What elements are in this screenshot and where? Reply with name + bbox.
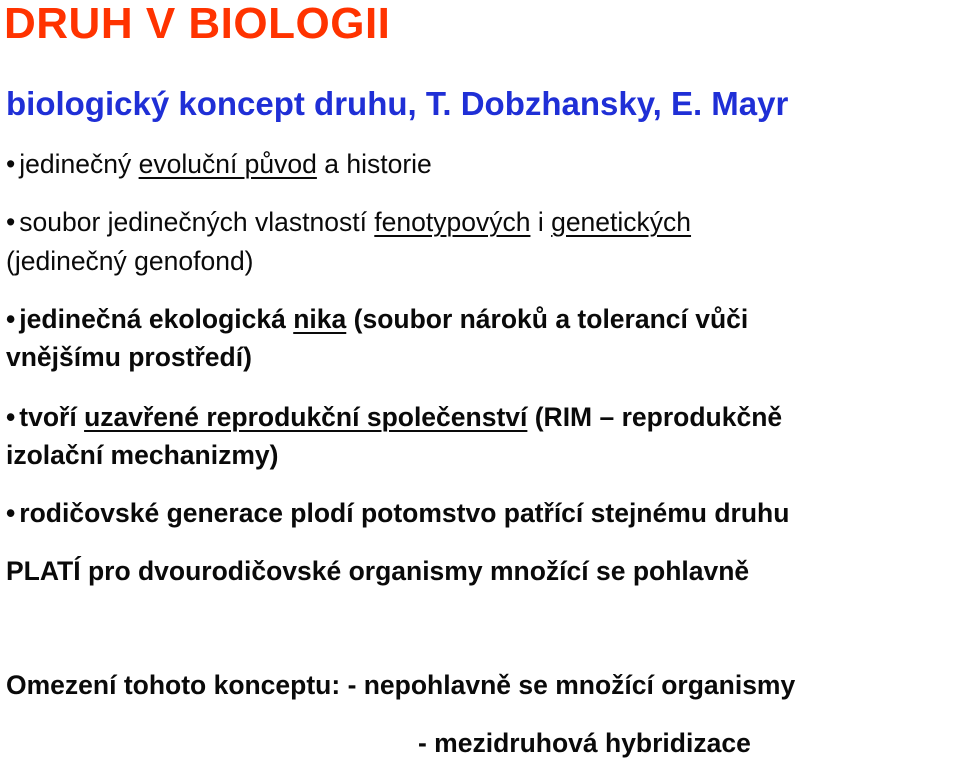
bullet-icon: •	[6, 304, 16, 334]
bullet-icon: •	[6, 402, 16, 432]
underlined-term: genetických	[551, 207, 692, 237]
item-text: i	[530, 207, 552, 237]
bullet-item-properties-continued: (jedinečný genofond)	[6, 246, 254, 276]
bullet-item-niche	[6, 300, 748, 338]
underlined-term: uzavřené reprodukční společenství	[84, 402, 528, 432]
item-text: soubor jedinečných vlastností	[19, 207, 375, 237]
item-text: (RIM – reprodukčně	[527, 402, 783, 432]
page-title: DRUH V BIOLOGII	[4, 0, 391, 48]
limitation-item-2: - mezidruhová hybridizace	[418, 728, 751, 758]
limitations-label: Omezení tohoto konceptu:	[6, 670, 348, 700]
bullet-icon: •	[6, 149, 16, 179]
bullet-item-niche-continued: vnějšímu prostředí)	[6, 342, 252, 372]
bullet-icon: •	[6, 207, 16, 237]
underlined-term: fenotypových	[374, 207, 531, 237]
item-text: a historie	[316, 149, 432, 179]
item-text: (soubor nároků a tolerancí vůči	[346, 304, 749, 334]
applies-statement: PLATÍ pro dvourodičovské organismy množící se pohlavně	[6, 556, 750, 586]
subtitle: biologický koncept druhu, T. Dobzhansky, E. Mayr	[6, 85, 789, 122]
bullet-icon: •	[6, 498, 16, 528]
underlined-term: evoluční původ	[138, 149, 317, 179]
limitations-line	[6, 666, 795, 704]
bullet-item-reproductive	[6, 398, 782, 436]
bullet-item-reproductive-continued: izolační mechanizmy)	[6, 440, 279, 470]
item-text: jedinečný	[19, 149, 139, 179]
bullet-item-offspring	[6, 494, 789, 532]
underlined-term: nika	[293, 304, 347, 334]
limitation-item: - nepohlavně se množící organismy	[347, 670, 796, 700]
item-text: tvoří	[19, 402, 85, 432]
item-text: jedinečná ekologická	[19, 304, 294, 334]
bullet-item-origin	[6, 145, 432, 183]
item-text: rodičovské generace plodí potomstvo patřící stejnému druhu	[19, 498, 790, 528]
bullet-item-properties	[6, 203, 691, 241]
